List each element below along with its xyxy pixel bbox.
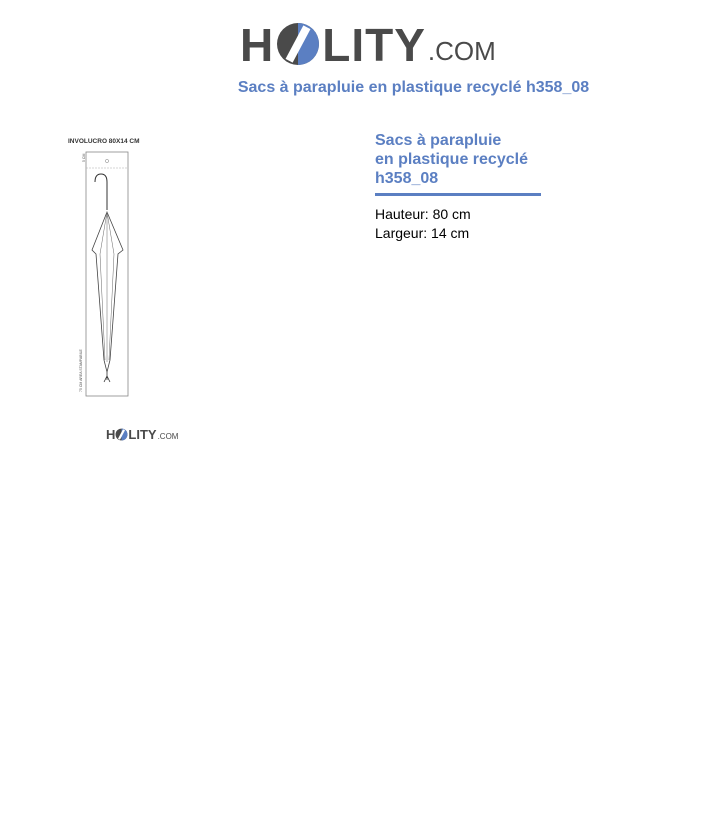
- product-name-line2: en plastique recyclé: [375, 151, 528, 168]
- product-name-line3: h358_08: [375, 170, 439, 187]
- small-logo-letter-h: H: [106, 427, 116, 442]
- product-specs: [375, 205, 471, 243]
- small-logo-dotcom: .COM: [157, 432, 179, 441]
- image-side-label: 75 CM AREA STAMPABILE: [79, 349, 83, 392]
- small-logo-letters: LITY: [128, 427, 157, 442]
- logo-letters: LITY: [322, 19, 426, 71]
- umbrella-canopy: [92, 212, 123, 372]
- logo-o-icon: [275, 21, 321, 67]
- title-divider: [375, 193, 541, 196]
- small-logo-o-icon: [115, 428, 128, 441]
- brand-logo[interactable]: [240, 12, 496, 71]
- product-image[interactable]: [52, 132, 172, 412]
- umbrella-tip: [104, 372, 110, 382]
- spec-height: Hauteur: 80 cm: [375, 206, 471, 222]
- small-brand-logo: [106, 428, 178, 441]
- product-name: [375, 131, 545, 188]
- logo-letter-h: H: [240, 19, 275, 71]
- hang-hole: [105, 159, 108, 162]
- image-label: INVOLUCRO 80X14 CM: [68, 138, 140, 145]
- umbrella-handle: [95, 174, 107, 210]
- image-top-label: 5 CM: [82, 153, 86, 162]
- spec-width: Largeur: 14 cm: [375, 225, 470, 241]
- logo-dotcom: .COM: [427, 36, 496, 66]
- page-title: Sacs à parapluie en plastique recyclé h358_08: [237, 79, 590, 96]
- product-name-line1: Sacs à parapluie: [375, 132, 502, 149]
